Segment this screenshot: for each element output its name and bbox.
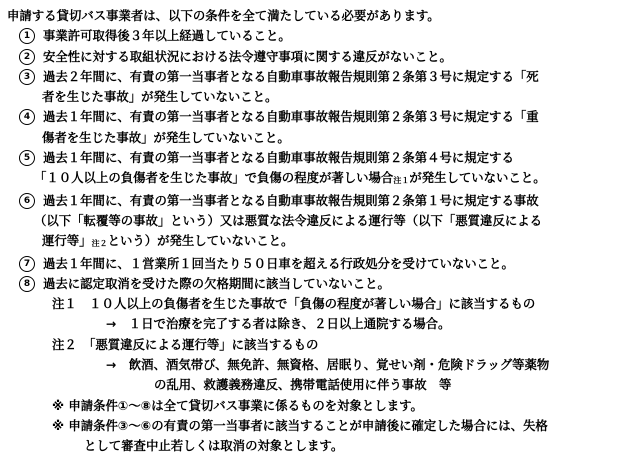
condition-5: [0, 148, 633, 168]
condition-5-cont: [0, 168, 633, 190]
condition-text: 「１０人以上の負傷者を生じた事故」で負傷の程度が著しい場合: [34, 170, 394, 186]
condition-number: 2: [19, 49, 35, 65]
condition-text: 安全性に対する取組状況における法令遵守事項に関する違反がないこと。: [43, 48, 452, 64]
condition-2: [0, 47, 633, 67]
condition-1: [0, 26, 633, 46]
note-mark: 注２: [91, 239, 108, 249]
condition-3-cont: 者を生じた事故」が発生していないこと。: [42, 89, 278, 105]
condition-8: [0, 274, 633, 294]
note-2-body-cont: の乱用、救護義務違反、携帯電話使用に伴う事故 等: [154, 377, 452, 393]
note-2-body: → 飲酒、酒気帯び、無免許、無資格、居眠り、覚せい剤・危険ドラッグ等薬物: [106, 357, 550, 373]
remark-2: ※ 申請条件③～⑥の有責の第一当事者に該当することが申請後に確定した場合には、失格: [52, 417, 548, 433]
condition-7: [0, 254, 633, 274]
condition-text: 事業許可取得後３年以上経過していること。: [43, 28, 291, 44]
condition-number: 4: [19, 109, 35, 125]
condition-text: 過去に認定取消を受けた際の欠格期間に該当していないこと。: [43, 275, 390, 291]
remark-2-cont: として審査中止若しくは取消の対象とします。: [84, 438, 344, 454]
condition-text: という）が発生していないこと。: [107, 233, 294, 249]
condition-text: 過去１年間に、有責の第一当事者となる自動車事故報告規則第２条第４号に規定する: [43, 150, 514, 166]
condition-6-cont: （以下「転覆等の事故」という）又は悪質な法令違反による運行等（以下「悪質違反による: [34, 212, 543, 228]
note-mark: 注１: [393, 176, 410, 186]
condition-number: 5: [19, 150, 35, 166]
condition-number: 6: [19, 193, 35, 209]
condition-text: が発生していないこと。: [409, 170, 546, 186]
note-2-head: 注２ 「悪質違反による運行等」に該当するもの: [52, 336, 319, 352]
condition-text: 過去１年間に、有責の第一当事者となる自動車事故報告規則第２条第３号に規定する「重: [43, 109, 539, 125]
condition-text: 過去２年間に、有責の第一当事者となる自動車事故報告規則第２条第３号に規定する「死: [43, 68, 539, 84]
condition-text: 運行等」: [42, 233, 92, 249]
condition-4: [0, 107, 633, 127]
condition-number: 7: [19, 256, 35, 272]
condition-4-cont: 傷者を生じた事故」が発生していないこと。: [42, 129, 290, 145]
condition-6: [0, 191, 633, 211]
remark-1: ※ 申請条件①～⑧は全て貸切バス事業に係るものを対象とします。: [52, 397, 423, 413]
condition-text: 過去１年間に、有責の第一当事者となる自動車事故報告規則第２条第１号に規定する事故: [43, 192, 539, 208]
condition-number: 1: [19, 28, 35, 44]
condition-number: 3: [19, 69, 35, 85]
condition-3: [0, 67, 633, 87]
note-1-head: 注１ １０人以上の負傷者を生じた事故で「負傷の程度が著しい場合」に該当するもの: [52, 296, 536, 312]
condition-6-cont2: [0, 231, 633, 253]
condition-text: 過去１年間に、１営業所１回当たり５０日車を超える行政処分を受けていないこと。: [43, 255, 514, 271]
condition-number: 8: [19, 276, 35, 292]
intro-text: 申請する貸切バス事業者は、以下の条件を全て満たしている必要があります。: [7, 8, 440, 23]
note-1-body: → １日で治療を完了する者は除き、２日以上通院する場合。: [106, 316, 451, 332]
